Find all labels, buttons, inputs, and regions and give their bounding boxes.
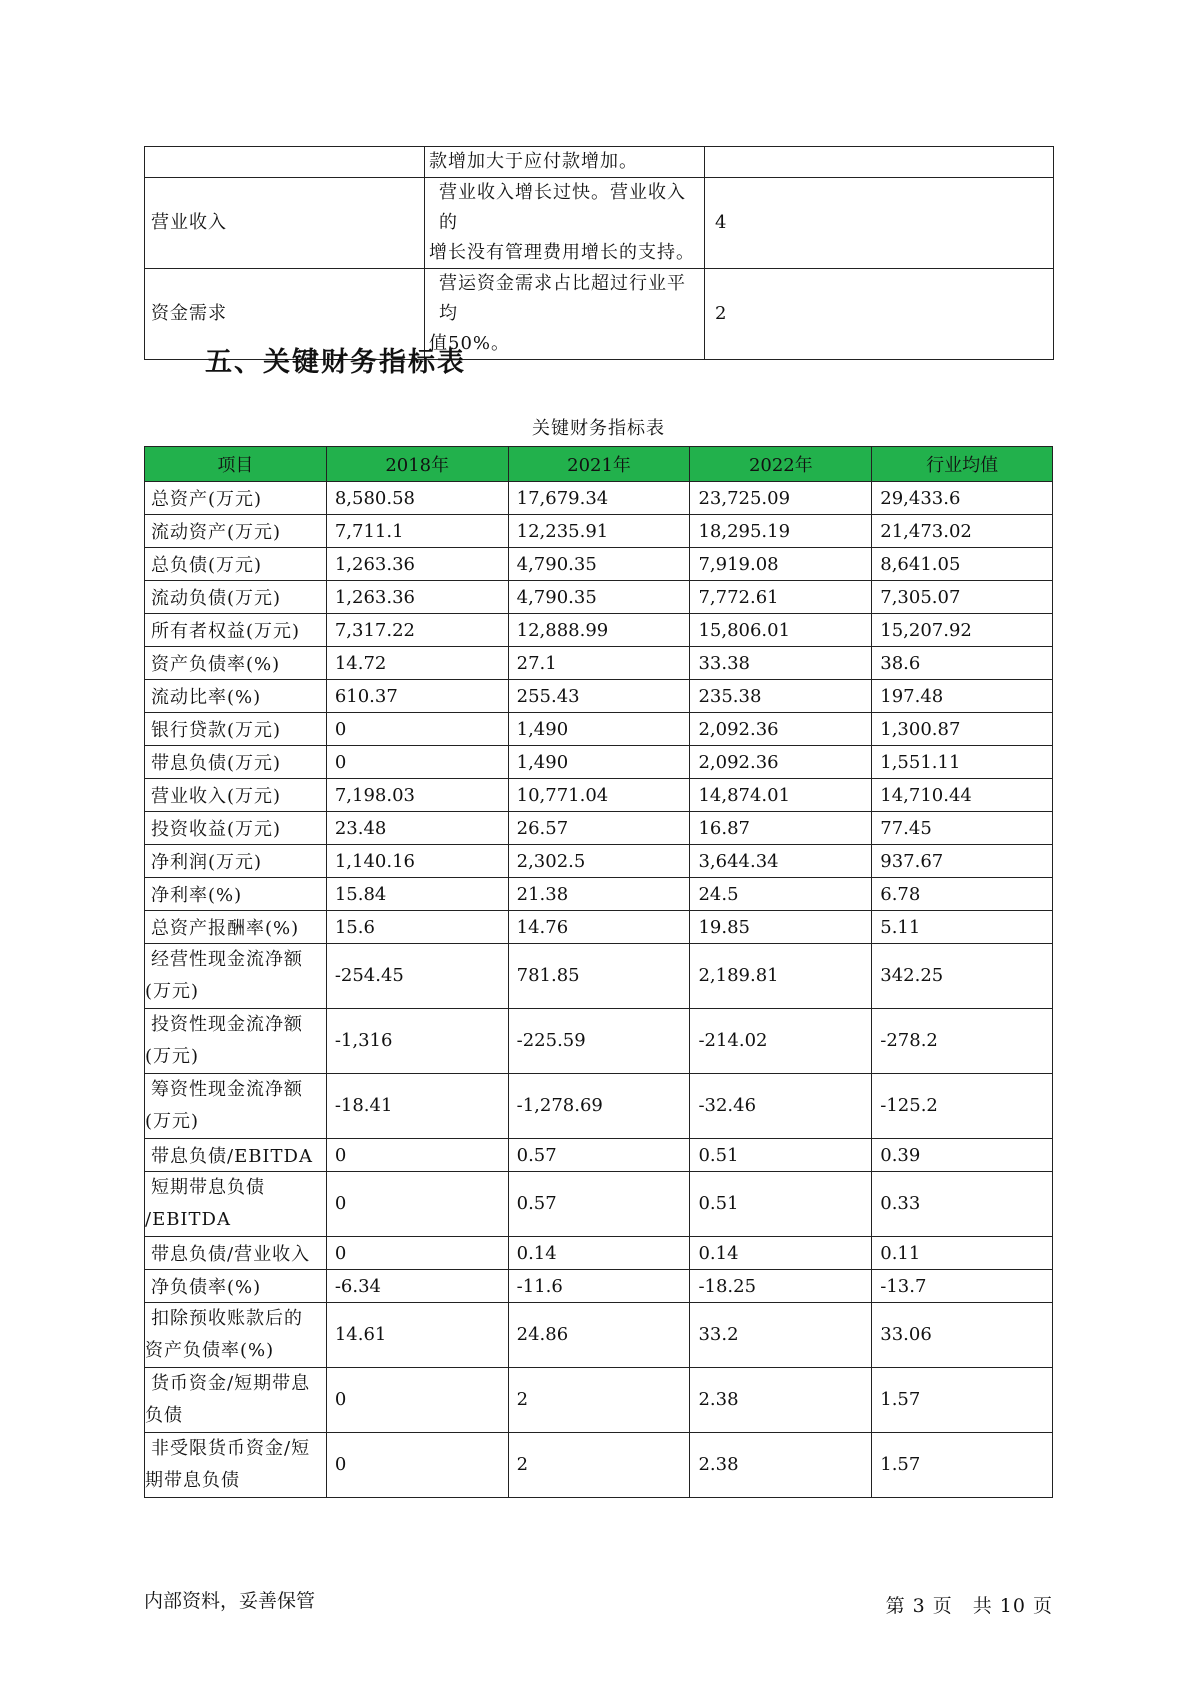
value-2018-cell: -1,316 <box>326 1009 508 1074</box>
value-2022-cell: 2,092.36 <box>690 746 872 779</box>
indicator-label-line: 净利润(万元) <box>151 852 263 873</box>
value-2021-cell: 12,888.99 <box>508 614 690 647</box>
table-row <box>145 845 1053 878</box>
value-2018-cell: 0 <box>326 1172 508 1237</box>
indicator-label-line: 短期带息负债 <box>151 1177 265 1198</box>
value-2021-cell: 255.43 <box>508 680 690 713</box>
table-row <box>145 944 1053 1009</box>
value-2022-cell: 33.38 <box>690 647 872 680</box>
indicator-label-line: 非受限货币资金/短 <box>151 1438 311 1459</box>
indicator-label-line: 总资产(万元) <box>151 489 263 510</box>
value-2022-cell: 2.38 <box>690 1368 872 1433</box>
indicator-label-line: 所有者权益(万元) <box>151 621 301 642</box>
indicator-label-line: 筹资性现金流净额 <box>151 1079 303 1100</box>
value-2021-cell: 0.57 <box>508 1139 690 1172</box>
value-industry-average-cell: 8,641.05 <box>872 548 1053 581</box>
indicator-label-line: 扣除预收账款后的 <box>151 1308 303 1329</box>
header-industry-average: 行业均值 <box>872 447 1053 482</box>
header-2021: 2021年 <box>508 447 690 482</box>
value-2021-cell: 24.86 <box>508 1303 690 1368</box>
value-2022-cell: 16.87 <box>690 812 872 845</box>
value-industry-average-cell: 0.33 <box>872 1172 1053 1237</box>
value-industry-average-cell: 1.57 <box>872 1433 1053 1498</box>
value-2022-cell: 2.38 <box>690 1433 872 1498</box>
table-row <box>145 147 1054 178</box>
table-row <box>145 878 1053 911</box>
value-2022-cell: -214.02 <box>690 1009 872 1074</box>
table-row <box>145 812 1053 845</box>
indicator-label-cell <box>145 878 327 911</box>
table-row <box>145 1237 1053 1270</box>
value-industry-average-cell: 14,710.44 <box>872 779 1053 812</box>
indicator-label-line: 净利率(%) <box>151 885 243 906</box>
footer-page-number: 第 3 页 共 10 页 <box>885 1595 1053 1617</box>
value-2021-cell: 21.38 <box>508 878 690 911</box>
indicator-label-cell <box>145 680 327 713</box>
indicator-label-line: 经营性现金流净额 <box>151 949 303 970</box>
value-2021-cell: 781.85 <box>508 944 690 1009</box>
value-2021-cell: 27.1 <box>508 647 690 680</box>
value-industry-average-cell: 5.11 <box>872 911 1053 944</box>
indicator-label-line: (万元) <box>145 1046 200 1067</box>
value-2022-cell: 7,919.08 <box>690 548 872 581</box>
indicator-label-line: 期带息负债 <box>145 1470 240 1491</box>
value-industry-average-cell: 1,551.11 <box>872 746 1053 779</box>
table-row <box>145 713 1053 746</box>
value-2022-cell: 2,092.36 <box>690 713 872 746</box>
indicator-label-cell <box>145 1303 327 1368</box>
value-industry-average-cell: 0.39 <box>872 1139 1053 1172</box>
description-line: 营业收入增长过快。营业收入的 <box>439 182 686 233</box>
table-row <box>145 911 1053 944</box>
indicator-label-cell <box>145 1270 327 1303</box>
value-industry-average-cell: 0.11 <box>872 1237 1053 1270</box>
value-2021-cell: -225.59 <box>508 1009 690 1074</box>
key-financial-indicators-table <box>144 446 1053 1498</box>
table-header-row <box>145 447 1053 482</box>
table-row <box>145 515 1053 548</box>
indicator-label-cell <box>145 1172 327 1237</box>
value-2018-cell: 0 <box>326 1368 508 1433</box>
table-row <box>145 614 1053 647</box>
value-2021-cell: 2 <box>508 1433 690 1498</box>
risk-item-cell: 资金需求 <box>145 269 425 360</box>
value-2022-cell: 235.38 <box>690 680 872 713</box>
value-industry-average-cell: 6.78 <box>872 878 1053 911</box>
indicator-label-line: 总负债(万元) <box>151 555 263 576</box>
indicator-label-cell <box>145 581 327 614</box>
value-2022-cell: 19.85 <box>690 911 872 944</box>
value-2018-cell: 610.37 <box>326 680 508 713</box>
value-2021-cell: 17,679.34 <box>508 482 690 515</box>
value-2018-cell: 7,198.03 <box>326 779 508 812</box>
indicator-label-line: 流动比率(%) <box>151 687 262 708</box>
indicator-label-cell <box>145 746 327 779</box>
indicator-label-cell <box>145 647 327 680</box>
indicator-label-line: 负债 <box>145 1405 183 1426</box>
value-2021-cell: 2 <box>508 1368 690 1433</box>
risk-description-cell <box>425 178 705 269</box>
table-row <box>145 647 1053 680</box>
description-line: 值50%。 <box>429 333 511 354</box>
indicator-label-line: 投资收益(万元) <box>151 819 282 840</box>
value-2018-cell: -18.41 <box>326 1074 508 1139</box>
value-2021-cell: 14.76 <box>508 911 690 944</box>
value-2022-cell: 7,772.61 <box>690 581 872 614</box>
value-2022-cell: 18,295.19 <box>690 515 872 548</box>
indicator-label-line: 投资性现金流净额 <box>151 1014 303 1035</box>
value-2022-cell: 23,725.09 <box>690 482 872 515</box>
value-industry-average-cell: 342.25 <box>872 944 1053 1009</box>
footer-confidential-note: 内部资料，妥善保管 <box>144 1590 316 1612</box>
value-2022-cell: -18.25 <box>690 1270 872 1303</box>
table-row <box>145 680 1053 713</box>
value-2022-cell: 15,806.01 <box>690 614 872 647</box>
table-row <box>145 1009 1053 1074</box>
value-industry-average-cell: -13.7 <box>872 1270 1053 1303</box>
indicator-label-line: (万元) <box>145 1111 200 1132</box>
value-industry-average-cell: 197.48 <box>872 680 1053 713</box>
indicator-label-line: 货币资金/短期带息 <box>151 1373 311 1394</box>
value-2021-cell: 4,790.35 <box>508 581 690 614</box>
value-2018-cell: 14.61 <box>326 1303 508 1368</box>
value-2018-cell: 15.6 <box>326 911 508 944</box>
table-row <box>145 1303 1053 1368</box>
indicator-label-line: 带息负债(万元) <box>151 753 282 774</box>
table-row <box>145 1172 1053 1237</box>
value-2022-cell: 24.5 <box>690 878 872 911</box>
table-row <box>145 1368 1053 1433</box>
value-industry-average-cell: 937.67 <box>872 845 1053 878</box>
indicator-label-line: 净负债率(%) <box>151 1277 262 1298</box>
indicator-label-cell <box>145 1139 327 1172</box>
indicator-label-cell <box>145 1237 327 1270</box>
value-2021-cell: -11.6 <box>508 1270 690 1303</box>
indicator-label-cell <box>145 1074 327 1139</box>
value-industry-average-cell: 77.45 <box>872 812 1053 845</box>
table-row <box>145 548 1053 581</box>
value-industry-average-cell: -125.2 <box>872 1074 1053 1139</box>
value-2022-cell: 0.51 <box>690 1172 872 1237</box>
risk-continuation-table <box>144 146 1054 360</box>
description-line: 营运资金需求占比超过行业平均 <box>439 273 686 324</box>
indicator-label-cell <box>145 515 327 548</box>
value-2021-cell: 2,302.5 <box>508 845 690 878</box>
value-2021-cell: 10,771.04 <box>508 779 690 812</box>
value-industry-average-cell: 29,433.6 <box>872 482 1053 515</box>
value-2018-cell: 23.48 <box>326 812 508 845</box>
indicator-label-line: 流动负债(万元) <box>151 588 282 609</box>
indicator-label-cell <box>145 1009 327 1074</box>
value-2022-cell: 3,644.34 <box>690 845 872 878</box>
indicator-label-line: 营业收入(万元) <box>151 786 282 807</box>
indicator-label-line: 资产负债率(%) <box>151 654 281 675</box>
risk-score-cell <box>705 147 1054 178</box>
value-2018-cell: 1,263.36 <box>326 548 508 581</box>
value-2018-cell: 0 <box>326 746 508 779</box>
value-2018-cell: 0 <box>326 1433 508 1498</box>
value-2022-cell: 0.51 <box>690 1139 872 1172</box>
table-row <box>145 1139 1053 1172</box>
indicator-label-line: (万元) <box>145 981 200 1002</box>
value-industry-average-cell: 1,300.87 <box>872 713 1053 746</box>
header-2022: 2022年 <box>690 447 872 482</box>
value-2018-cell: 7,711.1 <box>326 515 508 548</box>
value-2018-cell: 15.84 <box>326 878 508 911</box>
indicator-label-cell <box>145 713 327 746</box>
value-2018-cell: 1,263.36 <box>326 581 508 614</box>
indicator-label-cell <box>145 1368 327 1433</box>
value-2021-cell: 0.14 <box>508 1237 690 1270</box>
value-industry-average-cell: 7,305.07 <box>872 581 1053 614</box>
table-row <box>145 1074 1053 1139</box>
value-industry-average-cell: 38.6 <box>872 647 1053 680</box>
value-2018-cell: -6.34 <box>326 1270 508 1303</box>
indicator-label-line: 带息负债/营业收入 <box>151 1244 311 1265</box>
value-2018-cell: 0 <box>326 1237 508 1270</box>
value-industry-average-cell: -278.2 <box>872 1009 1053 1074</box>
value-2022-cell: -32.46 <box>690 1074 872 1139</box>
risk-item-cell <box>145 147 425 178</box>
indicator-label-cell <box>145 1433 327 1498</box>
indicator-label-cell <box>145 482 327 515</box>
value-industry-average-cell: 33.06 <box>872 1303 1053 1368</box>
indicator-label-line: 总资产报酬率(%) <box>151 918 300 939</box>
table-row <box>145 581 1053 614</box>
header-item: 项目 <box>145 447 327 482</box>
indicator-label-cell <box>145 548 327 581</box>
value-2018-cell: -254.45 <box>326 944 508 1009</box>
value-2022-cell: 33.2 <box>690 1303 872 1368</box>
table-row <box>145 1433 1053 1498</box>
table-row <box>145 482 1053 515</box>
risk-description-cell <box>425 269 705 360</box>
table-row <box>145 1270 1053 1303</box>
value-2018-cell: 8,580.58 <box>326 482 508 515</box>
table-caption: 关键财务指标表 <box>532 418 665 439</box>
risk-item-cell: 营业收入 <box>145 178 425 269</box>
value-2018-cell: 7,317.22 <box>326 614 508 647</box>
value-2018-cell: 0 <box>326 1139 508 1172</box>
value-2021-cell: 12,235.91 <box>508 515 690 548</box>
indicator-label-line: 带息负债/EBITDA <box>151 1146 313 1167</box>
value-2021-cell: 1,490 <box>508 746 690 779</box>
table-row <box>145 746 1053 779</box>
risk-score-cell: 4 <box>705 178 1054 269</box>
value-2021-cell: 26.57 <box>508 812 690 845</box>
value-2021-cell: 0.57 <box>508 1172 690 1237</box>
value-2018-cell: 14.72 <box>326 647 508 680</box>
indicator-label-cell <box>145 845 327 878</box>
indicator-label-cell <box>145 779 327 812</box>
description-line: 增长没有管理费用增长的支持。 <box>429 242 695 263</box>
value-industry-average-cell: 21,473.02 <box>872 515 1053 548</box>
risk-score-cell: 2 <box>705 269 1054 360</box>
value-industry-average-cell: 15,207.92 <box>872 614 1053 647</box>
value-2021-cell: 1,490 <box>508 713 690 746</box>
indicator-label-line: 资产负债率(%) <box>145 1340 275 1361</box>
indicator-label-cell <box>145 911 327 944</box>
description-line: 款增加大于应付款增加。 <box>429 151 638 172</box>
indicator-label-line: /EBITDA <box>145 1209 231 1230</box>
header-2018: 2018年 <box>326 447 508 482</box>
value-2021-cell: 4,790.35 <box>508 548 690 581</box>
section-title: 五、关键财务指标表 <box>205 347 466 378</box>
table-row <box>145 178 1054 269</box>
value-2018-cell: 1,140.16 <box>326 845 508 878</box>
value-2018-cell: 0 <box>326 713 508 746</box>
risk-description-cell <box>425 147 705 178</box>
value-2022-cell: 0.14 <box>690 1237 872 1270</box>
indicator-label-line: 银行贷款(万元) <box>151 720 282 741</box>
indicator-label-cell <box>145 812 327 845</box>
table-row <box>145 779 1053 812</box>
value-2022-cell: 14,874.01 <box>690 779 872 812</box>
value-2022-cell: 2,189.81 <box>690 944 872 1009</box>
indicator-label-cell <box>145 614 327 647</box>
indicator-label-cell <box>145 944 327 1009</box>
value-industry-average-cell: 1.57 <box>872 1368 1053 1433</box>
indicator-label-line: 流动资产(万元) <box>151 522 282 543</box>
value-2021-cell: -1,278.69 <box>508 1074 690 1139</box>
